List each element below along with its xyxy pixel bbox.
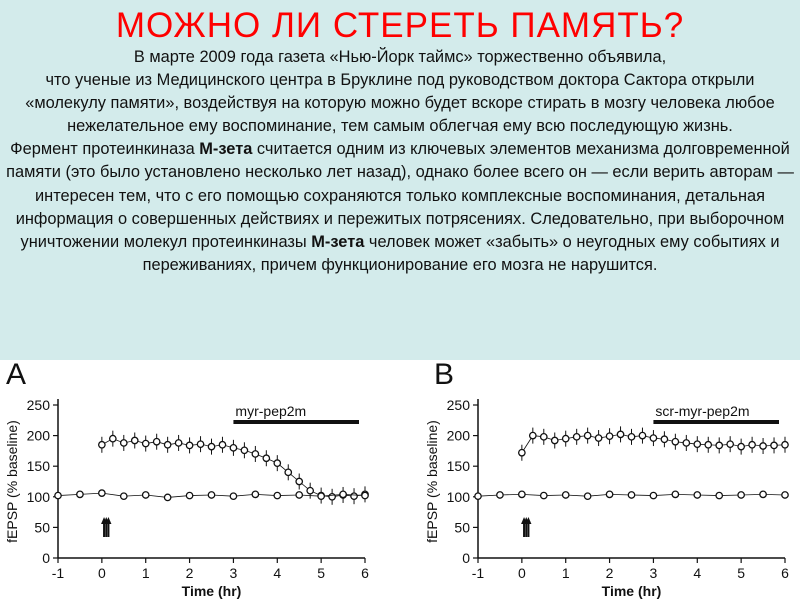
y-tick-label: 150: [26, 458, 50, 475]
data-point-tetanized: [110, 435, 116, 441]
paragraph-2-part-3: человек может «забыть» о неугодных ему событиях и переживаниях, причем функционирование его мозга не нарушится.: [142, 232, 780, 274]
data-point-tetanized: [650, 435, 656, 441]
data-point-tetanized: [164, 442, 170, 448]
x-tick-label: 1: [561, 565, 570, 581]
data-point-tetanized: [563, 435, 569, 441]
data-point-tetanized: [132, 437, 138, 443]
data-point-tetanized: [606, 433, 612, 439]
data-point-tetanized: [628, 434, 634, 440]
data-point-tetanized: [519, 450, 525, 456]
data-point-control: [252, 491, 258, 497]
x-tick-label: 5: [737, 565, 746, 581]
y-tick-label: 100: [26, 488, 50, 505]
x-axis-label: Time (hr): [601, 583, 662, 599]
y-tick-label: 150: [446, 458, 470, 475]
data-point-control: [99, 490, 105, 496]
data-point-tetanized: [99, 442, 105, 448]
data-point-tetanized: [329, 494, 335, 500]
x-tick-label: 4: [273, 565, 282, 581]
panel-label-a: A: [6, 358, 27, 391]
data-point-tetanized: [672, 439, 678, 445]
y-tick-label: 250: [26, 397, 50, 413]
data-point-control: [340, 491, 346, 497]
paragraph-2-part-2: считается одним из ключевых элементов механизма долговременной памяти (это было установлено несколько лет назад), однако более всего он — если верить авторам — интересен тем, что с его помощью сохраняются только комплексные воспоминания, детальная информация о совершенных действиях и пережитых потрясениях. Следовательно, при выборочном уничтожении молекул протеинкиназы: [6, 140, 794, 251]
data-point-tetanized: [530, 432, 536, 438]
x-tick-label: 5: [317, 565, 326, 581]
data-point-control: [672, 491, 678, 497]
y-tick-label: 250: [446, 397, 470, 413]
x-axis-label: Time (hr): [181, 583, 242, 599]
data-point-tetanized: [573, 434, 579, 440]
page-title: МОЖНО ЛИ СТЕРЕТЬ ПАМЯТЬ?: [115, 6, 685, 45]
data-point-tetanized: [263, 455, 269, 461]
x-tick-label: 3: [649, 565, 658, 581]
y-tick-label: 200: [26, 427, 50, 444]
data-point-tetanized: [351, 493, 357, 499]
data-point-control: [164, 494, 170, 500]
data-point-control: [606, 491, 612, 497]
y-tick-label: 0: [462, 550, 470, 566]
data-point-control: [497, 492, 503, 498]
data-point-tetanized: [219, 442, 225, 448]
data-point-control: [143, 492, 149, 498]
data-point-control: [584, 493, 590, 499]
y-tick-label: 200: [446, 427, 470, 444]
data-point-control: [186, 492, 192, 498]
data-point-tetanized: [683, 440, 689, 446]
data-point-tetanized: [541, 434, 547, 440]
x-tick-label: 4: [693, 565, 702, 581]
paragraph-2: [4, 138, 796, 277]
x-tick-label: 6: [361, 565, 369, 581]
data-point-tetanized: [694, 441, 700, 447]
panel-label-b: B: [434, 358, 455, 391]
data-point-tetanized: [771, 442, 777, 448]
term-m-zeta-2: M-зета: [311, 232, 365, 251]
data-point-tetanized: [661, 436, 667, 442]
y-axis-label: fEPSP (% baseline): [424, 420, 440, 543]
data-point-tetanized: [296, 478, 302, 484]
data-point-control: [362, 492, 368, 498]
data-point-tetanized: [584, 432, 590, 438]
data-point-control: [541, 492, 547, 498]
data-point-tetanized: [749, 442, 755, 448]
article-body: [4, 46, 796, 277]
data-point-tetanized: [153, 439, 159, 445]
data-point-tetanized: [241, 447, 247, 453]
data-point-tetanized: [738, 443, 744, 449]
data-point-tetanized: [175, 440, 181, 446]
y-tick-label: 50: [454, 519, 470, 536]
data-point-tetanized: [639, 432, 645, 438]
data-point-tetanized: [274, 460, 280, 466]
data-point-tetanized: [782, 442, 788, 448]
data-point-tetanized: [552, 437, 558, 443]
data-point-control: [650, 492, 656, 498]
paragraph-1-line-1: В марте 2009 года газета «Нью-Йорк таймс» торжественно объявила,: [133, 48, 667, 66]
data-point-control: [121, 493, 127, 499]
data-point-control: [563, 492, 569, 498]
data-point-control: [77, 491, 83, 497]
data-point-control: [230, 493, 236, 499]
treatment-label: myr-pep2m: [235, 403, 307, 419]
x-tick-label: 2: [605, 565, 614, 581]
y-axis-label: fEPSP (% baseline): [4, 420, 20, 543]
y-tick-label: 50: [34, 519, 50, 536]
data-point-control: [782, 492, 788, 498]
data-point-control: [738, 492, 744, 498]
data-point-control: [208, 492, 214, 498]
x-tick-label: 0: [97, 565, 106, 581]
paragraph-2-part-1: Фермент протеинкиназа: [10, 140, 200, 159]
x-tick-label: 2: [185, 565, 194, 581]
term-m-zeta: М-зета: [199, 140, 253, 159]
data-point-tetanized: [230, 445, 236, 451]
data-point-tetanized: [716, 442, 722, 448]
data-point-control: [274, 492, 280, 498]
data-point-control: [760, 491, 766, 497]
data-point-tetanized: [595, 435, 601, 441]
data-point-tetanized: [121, 440, 127, 446]
y-tick-label: 0: [42, 550, 50, 566]
x-tick-label: -1: [51, 565, 65, 581]
data-point-tetanized: [197, 441, 203, 447]
data-point-control: [628, 492, 634, 498]
data-point-tetanized: [186, 442, 192, 448]
data-point-control: [55, 492, 61, 498]
data-point-tetanized: [727, 441, 733, 447]
data-point-control: [716, 492, 722, 498]
data-point-control: [296, 492, 302, 498]
paragraph-1: [4, 46, 796, 138]
data-point-control: [318, 493, 324, 499]
data-point-tetanized: [143, 440, 149, 446]
data-point-tetanized: [208, 443, 214, 449]
x-tick-label: 1: [141, 565, 150, 581]
x-tick-label: 0: [517, 565, 526, 581]
data-point-tetanized: [252, 451, 258, 457]
x-tick-label: 3: [229, 565, 238, 581]
data-point-control: [519, 491, 525, 497]
x-tick-label: 6: [781, 565, 789, 581]
x-tick-label: -1: [471, 565, 485, 581]
chart-a: [0, 360, 380, 600]
chart-b: [420, 360, 800, 600]
data-point-tetanized: [617, 431, 623, 437]
data-point-control: [475, 493, 481, 499]
data-point-tetanized: [285, 469, 291, 475]
paragraph-1-rest: что ученые из Медицинского центра в Бруклине под руководством доктора Сактора открыли «молекулу памяти», воздействуя на которую можно будет вскоре стирать в мозгу человека любое нежелательное ему воспоминание, тем самым облегчая ему всю последующую жизнь.: [25, 71, 775, 136]
data-point-control: [694, 492, 700, 498]
treatment-label: scr-myr-pep2m: [655, 403, 750, 419]
data-point-tetanized: [760, 443, 766, 449]
data-point-tetanized: [307, 487, 313, 493]
y-tick-label: 100: [446, 488, 470, 505]
data-point-tetanized: [705, 442, 711, 448]
